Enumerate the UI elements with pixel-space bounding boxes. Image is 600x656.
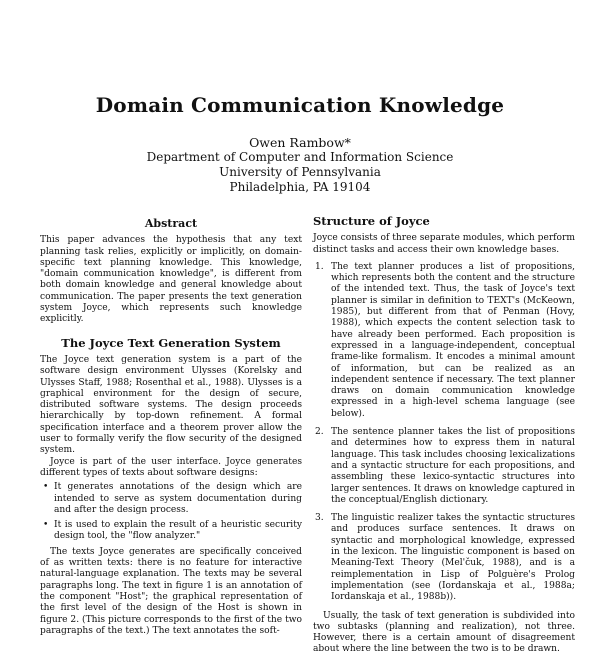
author-university: University of Pennsylvania (219, 165, 381, 179)
list-number: 3. (315, 513, 324, 524)
section2-intro: Joyce consists of three separate modules, which perform distinct tasks and access their own knowledge bases. (313, 233, 575, 255)
abstract-text: This paper advances the hypothesis that any text planning task relies, explicitly or implicitly, on domain-specific text planning knowledge. This knowledge, "domain communication knowledge", is different from both domain knowledge and general knowledge about communication. The paper presents the text generation system Joyce, which represents such knowledge explicitly. (40, 235, 302, 325)
bullet-list (40, 482, 302, 542)
bullet-text: It generates annotations of the design which are intended to serve as system documentation during and after the design process. (54, 482, 302, 515)
list-number: 1. (315, 261, 324, 272)
list-item-text: The text planner produces a list of propositions, which represents both the content and the structure of the intended text. Thus, the task of Joyce's text planner is similar in definition to TEXT's (McKeown, 1985), but different from that of Penman (Hovy, 1988), which expects the content selection task to have already been performed. Each proposition is expressed in a language-independent, conceptual frame-like formalism. It encodes a minimal amount of information, but can be realized as an independent sentence if necessary. The text planner draws on domain communication knowledge expressed in a high-level schema language (see below). (331, 261, 575, 419)
list-item (40, 482, 302, 516)
section1-paragraph-2: Joyce is part of the user interface. Joyce generates different types of texts about software designs: (40, 456, 302, 478)
list-item-text: The linguistic realizer takes the syntactic structures and produces surface sentences. It draws on syntactic and morphological knowledge, expressed in the lexicon. The linguistic component is based on Meaning-Text Theory (Mel'čuk, 1988), and is a reimplementation in Lisp of Polguère's Prolog implementation (see (Iordanskaja et al., 1988a; Iordanskaja et al., 1988b)). (331, 513, 575, 603)
list-item (40, 520, 302, 543)
list-item (313, 427, 575, 506)
author-name: Owen Rambow* (249, 135, 351, 150)
bullet-text: It is used to explain the result of a heuristic security design tool, the "flow analyzer." (54, 520, 302, 542)
section1-paragraph-3: The texts Joyce generates are specifically conceived of as written texts: there is no feature for interactive natural-language explanation. The texts may be several paragraphs long. The text in figure 1 is an annotation of the component "Host"; the graphical representation of the first level of the design of the Host is shown in figure 2. (This picture corresponds to the first of the two paragraphs of the text.) The text annotates the soft- (40, 546, 302, 636)
bullet-icon: • (43, 520, 49, 531)
list-item (313, 513, 575, 603)
section1-paragraph-1: The Joyce text generation system is a part of the software design environment Ulysses (Korelsky and Ulysses Staff, 1988; Rosenthal et al., 1988). Ulysses is a graphical environment for the design of secure, distributed software systems. The design proceeds hierarchically by top-down refinement. A formal specification interface and a theorem prover allow the user to formally verify the flow security of the designed system. (40, 354, 302, 456)
section-heading-joyce-system: The Joyce Text Generation System (61, 335, 281, 350)
left-column (40, 218, 302, 637)
author-block (0, 135, 600, 195)
author-city: Philadelphia, PA 19104 (229, 180, 371, 194)
list-item (313, 262, 575, 420)
list-number: 2. (315, 427, 324, 438)
section-heading-structure: Structure of Joyce (313, 214, 430, 228)
numbered-list (313, 262, 575, 604)
paper-title: Domain Communication Knowledge (95, 93, 505, 117)
section2-paragraph-end: Usually, the task of text generation is subdivided into two subtasks (planning and realization), not three. However, there is a certain amount of disagreement about where the line between the two is to be drawn. (313, 610, 575, 655)
list-item-text: The sentence planner takes the list of propositions and determines how to express them in natural language. This task includes choosing lexicalizations and a syntactic structure for each propositions, and assembling these lexico-syntactic structures into larger sentences. It draws on knowledge captured in the conceptual/English dictionary. (331, 427, 576, 505)
abstract-heading: Abstract (144, 217, 198, 230)
bullet-icon: • (43, 482, 49, 493)
right-column (313, 216, 575, 656)
author-department: Department of Computer and Information Science (146, 150, 454, 164)
